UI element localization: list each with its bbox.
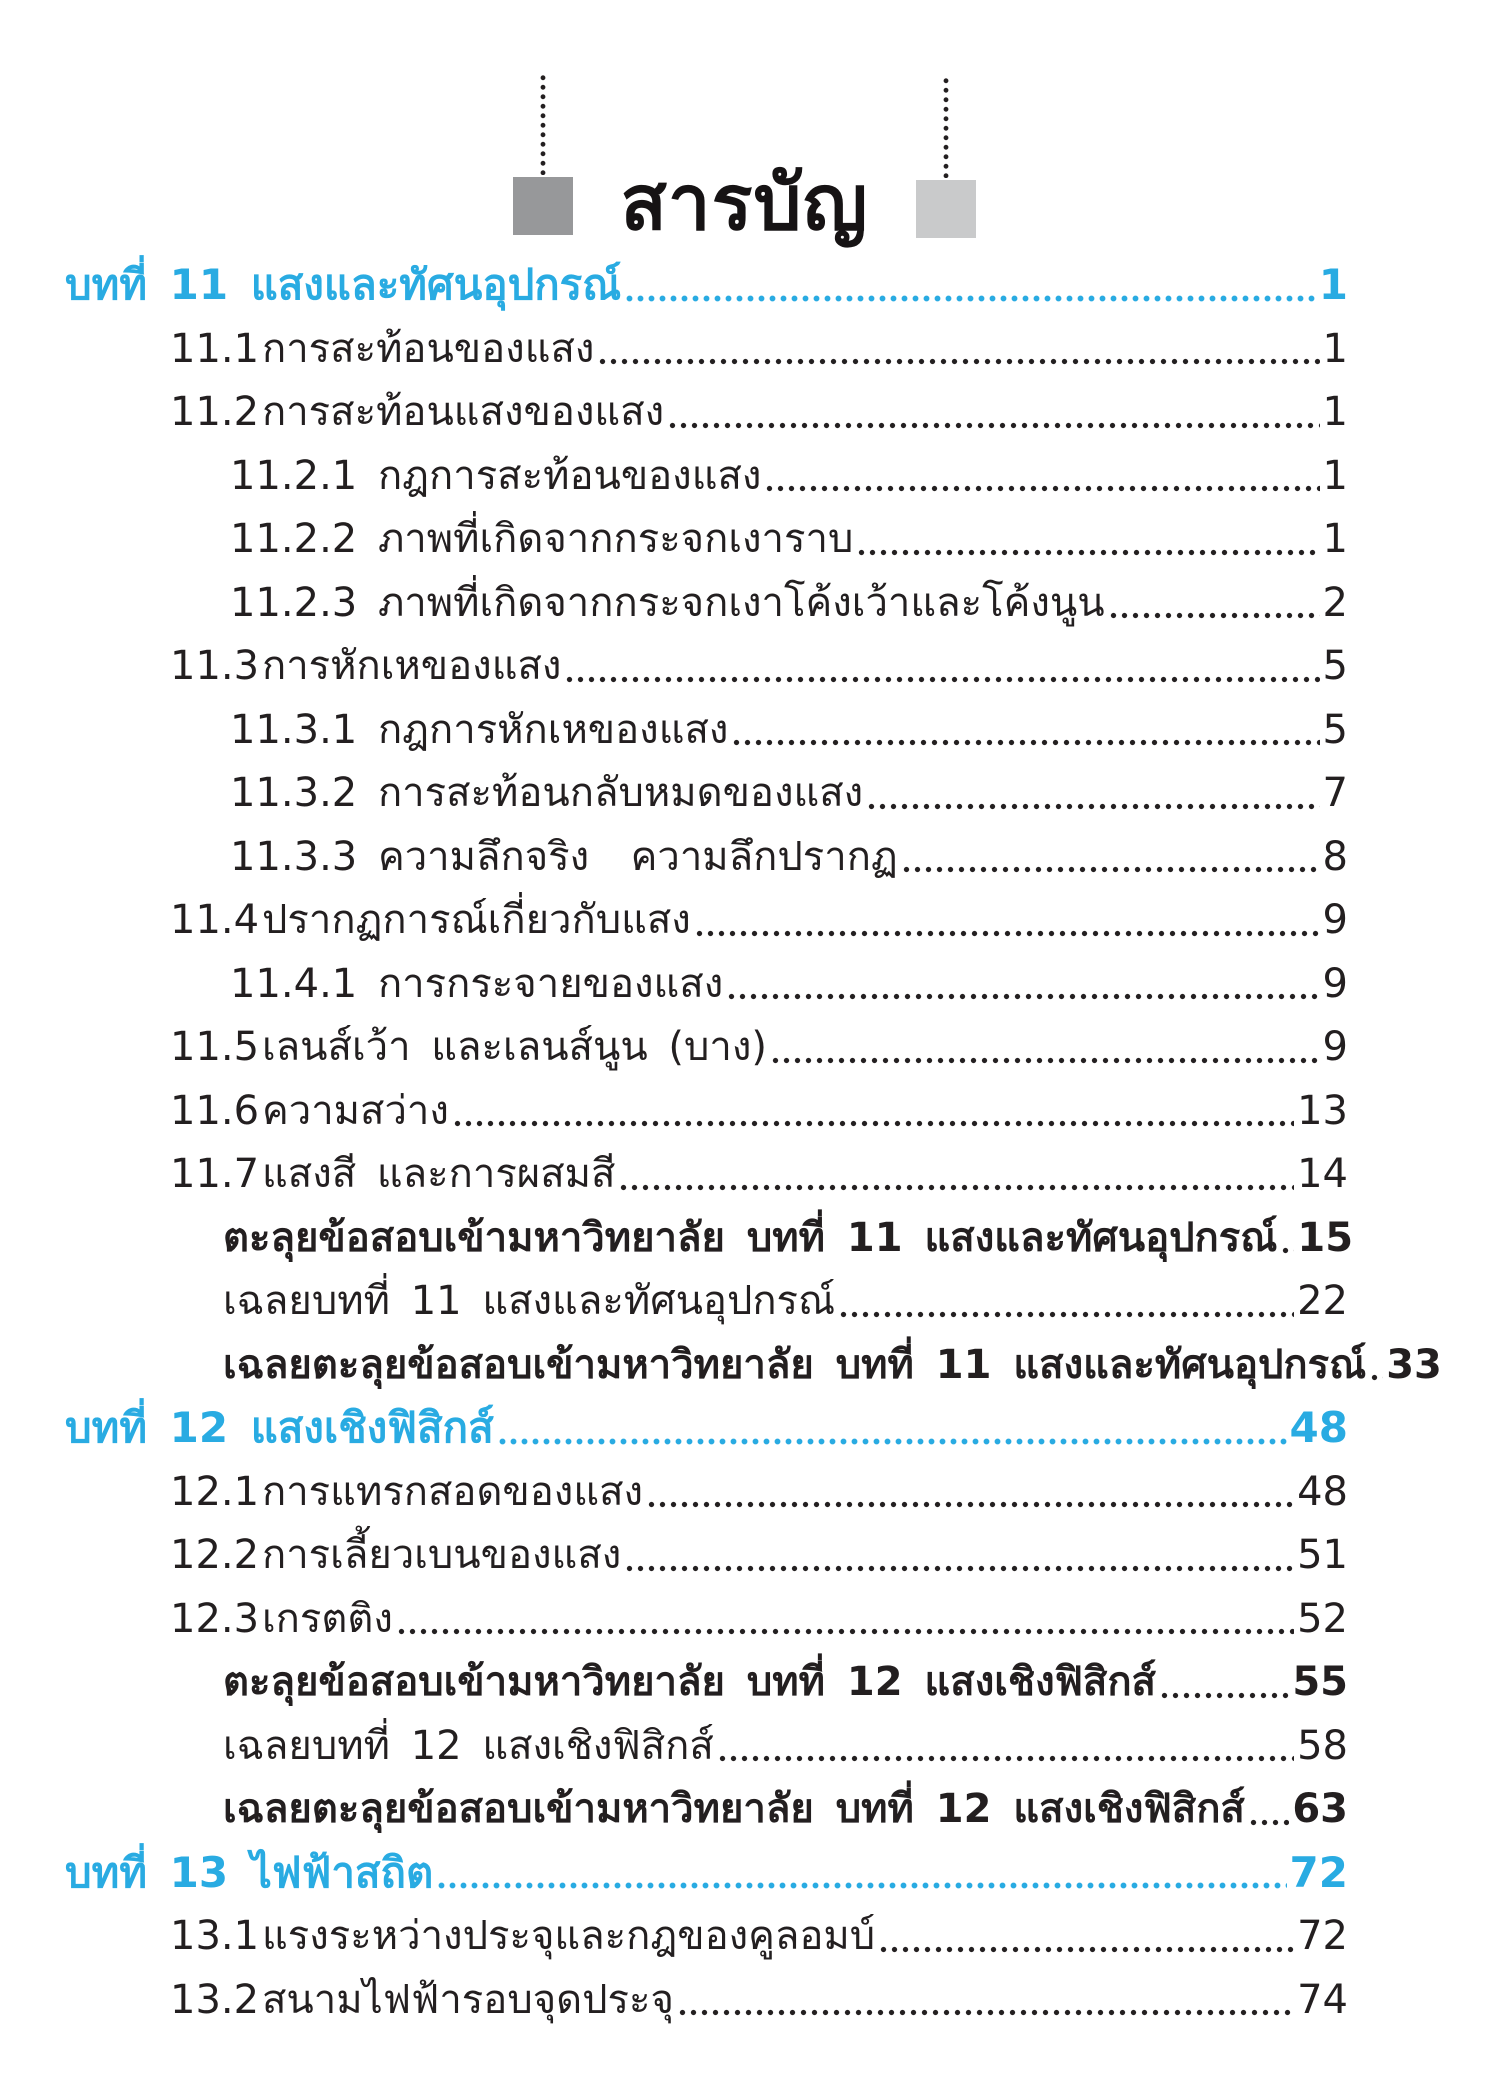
- dotted-leader: [618, 1180, 1294, 1195]
- toc-row[interactable]: [65, 375, 1348, 439]
- dotted-leader: [1369, 1370, 1383, 1385]
- plumb-square-right: [916, 180, 976, 238]
- toc-row[interactable]: [65, 629, 1348, 693]
- toc-row[interactable]: [65, 1709, 1348, 1773]
- plumb-left: [513, 73, 573, 235]
- dotted-leader: [624, 291, 1316, 306]
- toc-page-number: 5: [1322, 643, 1348, 690]
- toc-page-number: 72: [1289, 1847, 1348, 1897]
- toc-row[interactable]: [65, 947, 1348, 1011]
- toc-page-number: 72: [1297, 1913, 1348, 1960]
- dotted-leader: [667, 418, 1319, 433]
- toc-entry-label: 11.3.2 การสะท้อนกลับหมดของแสง: [230, 770, 864, 817]
- toc-row[interactable]: [65, 883, 1348, 947]
- toc-row[interactable]: [65, 1137, 1348, 1201]
- toc-section-number: 13.1: [170, 1913, 260, 1960]
- toc-page-number: 9: [1322, 897, 1348, 944]
- dotted-leader: [726, 989, 1319, 1004]
- toc-row[interactable]: [65, 1645, 1348, 1709]
- dotted-leader: [646, 1497, 1294, 1512]
- toc-entry-label: การแทรกสอดของแสง: [262, 1468, 644, 1515]
- toc-row[interactable]: [65, 1391, 1348, 1455]
- toc-row[interactable]: [65, 1963, 1348, 2027]
- toc-row[interactable]: [65, 820, 1348, 884]
- toc-page-number: 48: [1297, 1468, 1348, 1515]
- toc-page-number: 22: [1297, 1278, 1348, 1325]
- toc-page-number: 55: [1292, 1659, 1348, 1706]
- toc-entry-label: เกรตติง: [262, 1595, 393, 1642]
- toc-page-number: 9: [1322, 1024, 1348, 1071]
- dotted-leader: [597, 354, 1319, 369]
- toc-section-number: 11.2: [170, 389, 260, 436]
- toc-entry-label: เฉลยบทที่ 11 แสงและทัศนอุปกรณ์: [223, 1278, 836, 1325]
- toc-section-number: 12.3: [170, 1595, 260, 1642]
- toc-section-number: 12.1: [170, 1468, 260, 1515]
- toc-page-number: 52: [1297, 1595, 1348, 1642]
- dotted-leader: [731, 735, 1319, 750]
- toc-page-number: 58: [1297, 1722, 1348, 1769]
- toc-row[interactable]: [65, 1899, 1348, 1963]
- toc-entry-label: เฉลยตะลุยข้อสอบเข้ามหาวิทยาลัย บทที่ 11 แสงและทัศนอุปกรณ์: [223, 1341, 1367, 1388]
- toc-page-number: 1: [1322, 325, 1348, 372]
- toc-page-number: 15: [1297, 1214, 1354, 1261]
- toc-entry-label: 11.2.1 กฎการสะท้อนของแสง: [230, 452, 762, 499]
- toc-row[interactable]: [65, 756, 1348, 820]
- toc-entry-label: ปรากฏการณ์เกี่ยวกับแสง: [262, 897, 691, 944]
- toc-section-number: 11.4: [170, 897, 260, 944]
- toc-page-number: 1: [1322, 389, 1348, 436]
- title-block: [0, 73, 1489, 247]
- toc-entry-label: ตะลุยข้อสอบเข้ามหาวิทยาลัย บทที่ 12 แสงเชิงฟิสิกส์: [223, 1659, 1156, 1706]
- dotted-leader: [1248, 1815, 1289, 1830]
- toc-row[interactable]: [65, 1582, 1348, 1646]
- toc-page-number: 33: [1386, 1341, 1442, 1388]
- plumb-right: [916, 76, 976, 238]
- plumb-square-left: [513, 177, 573, 235]
- dotted-leader: [770, 1053, 1320, 1068]
- toc-row[interactable]: [65, 1772, 1348, 1836]
- toc-entry-label: บทที่ 12 แสงเชิงฟิสิกส์: [65, 1403, 494, 1453]
- dotted-leader: [396, 1624, 1294, 1639]
- toc-section-number: 11.6: [170, 1087, 260, 1134]
- toc-row[interactable]: [65, 1201, 1354, 1265]
- toc-page-number: 13: [1297, 1087, 1348, 1134]
- dotted-leader: [856, 545, 1319, 560]
- toc-row[interactable]: [65, 1518, 1348, 1582]
- toc-page-number: 2: [1322, 579, 1348, 626]
- dotted-leader: [764, 481, 1319, 496]
- toc-page-number: 8: [1322, 833, 1348, 880]
- toc-page-number: 74: [1297, 1976, 1348, 2023]
- toc-entry-label: เฉลยตะลุยข้อสอบเข้ามหาวิทยาลัย บทที่ 12 แสงเชิงฟิสิกส์: [223, 1786, 1245, 1833]
- toc-entry-label: ความสว่าง: [262, 1087, 449, 1134]
- dotted-leader: [452, 1116, 1294, 1131]
- toc-section-number: 12.2: [170, 1532, 260, 1579]
- toc-entry-label: แสงสี และการผสมสี: [262, 1151, 616, 1198]
- dotted-leader: [838, 1307, 1294, 1322]
- dotted-leader: [624, 1561, 1294, 1576]
- toc-entry-label: แรงระหว่างประจุและกฎของคูลอมบ์: [262, 1913, 876, 1960]
- dotted-leader: [878, 1942, 1294, 1957]
- dotted-leader: [1280, 1243, 1294, 1258]
- toc-page-number: 48: [1289, 1403, 1348, 1453]
- toc-entry-label: เลนส์เว้า และเลนส์นูน (บาง): [262, 1024, 767, 1071]
- toc-row[interactable]: [65, 1836, 1348, 1900]
- page-title: สารบัญ: [620, 158, 869, 247]
- toc-page-number: 1: [1322, 452, 1348, 499]
- toc-page-number: 5: [1322, 706, 1348, 753]
- dotted-leader: [901, 862, 1320, 877]
- dotted-leader: [866, 799, 1319, 814]
- dotted-leader: [436, 1878, 1286, 1893]
- toc-entry-label: บทที่ 13 ไฟฟ้าสถิต: [65, 1847, 434, 1897]
- toc-entry-label: 11.3.3 ความลึกจริง ความลึกปรากฏ: [230, 833, 898, 880]
- toc-page-number: 14: [1297, 1151, 1348, 1198]
- dotted-leader: [564, 672, 1319, 687]
- dotted-leader: [677, 2005, 1294, 2020]
- toc-section-number: 11.5: [170, 1024, 260, 1071]
- toc-entry-label: การสะท้อนของแสง: [262, 325, 595, 372]
- toc-row[interactable]: [65, 502, 1348, 566]
- toc-page-number: 51: [1297, 1532, 1348, 1579]
- toc-section-number: 11.3: [170, 643, 260, 690]
- toc-entry-label: 11.2.3 ภาพที่เกิดจากกระจกเงาโค้งเว้าและโค้งนูน: [230, 579, 1105, 626]
- toc-section-number: 11.7: [170, 1151, 260, 1198]
- toc-entry-label: 11.3.1 กฎการหักเหของแสง: [230, 706, 729, 753]
- toc-entry-label: สนามไฟฟ้ารอบจุดประจุ: [262, 1976, 674, 2023]
- toc-list: [65, 248, 1442, 2026]
- plumb-dotted-line-right-icon: [943, 76, 949, 178]
- plumb-dotted-line-left-icon: [540, 73, 546, 175]
- toc-row[interactable]: [65, 1455, 1348, 1519]
- toc-row[interactable]: [65, 1264, 1348, 1328]
- toc-entry-label: 11.4.1 การกระจายของแสง: [230, 960, 724, 1007]
- toc-entry-label: การสะท้อนแสงของแสง: [262, 389, 665, 436]
- toc-row[interactable]: [65, 439, 1348, 503]
- toc-entry-label: บทที่ 11 แสงและทัศนอุปกรณ์: [65, 260, 622, 310]
- dotted-leader: [717, 1751, 1294, 1766]
- dotted-leader: [1108, 608, 1320, 623]
- toc-entry-label: การหักเหของแสง: [262, 643, 562, 690]
- toc-page-number: 63: [1292, 1786, 1348, 1833]
- toc-section-number: 11.1: [170, 325, 260, 372]
- toc-row[interactable]: [65, 1074, 1348, 1138]
- toc-row[interactable]: [65, 566, 1348, 630]
- toc-page-number: 1: [1322, 516, 1348, 563]
- dotted-leader: [1159, 1688, 1289, 1703]
- toc-page-number: 1: [1318, 260, 1348, 310]
- toc-row[interactable]: [65, 693, 1348, 757]
- toc-entry-label: ตะลุยข้อสอบเข้ามหาวิทยาลัย บทที่ 11 แสงและทัศนอุปกรณ์: [223, 1214, 1278, 1261]
- toc-entry-label: 11.2.2 ภาพที่เกิดจากกระจกเงาราบ: [230, 516, 854, 563]
- toc-row[interactable]: [65, 312, 1348, 376]
- toc-section-number: 13.2: [170, 1976, 260, 2023]
- dotted-leader: [694, 926, 1320, 941]
- toc-row[interactable]: [65, 1010, 1348, 1074]
- toc-page-number: 9: [1322, 960, 1348, 1007]
- toc-row[interactable]: [65, 248, 1348, 312]
- dotted-leader: [497, 1434, 1287, 1449]
- toc-row[interactable]: [65, 1328, 1442, 1392]
- toc-entry-label: เฉลยบทที่ 12 แสงเชิงฟิสิกส์: [223, 1722, 714, 1769]
- toc-entry-label: การเลี้ยวเบนของแสง: [262, 1532, 622, 1579]
- toc-page-number: 7: [1322, 770, 1348, 817]
